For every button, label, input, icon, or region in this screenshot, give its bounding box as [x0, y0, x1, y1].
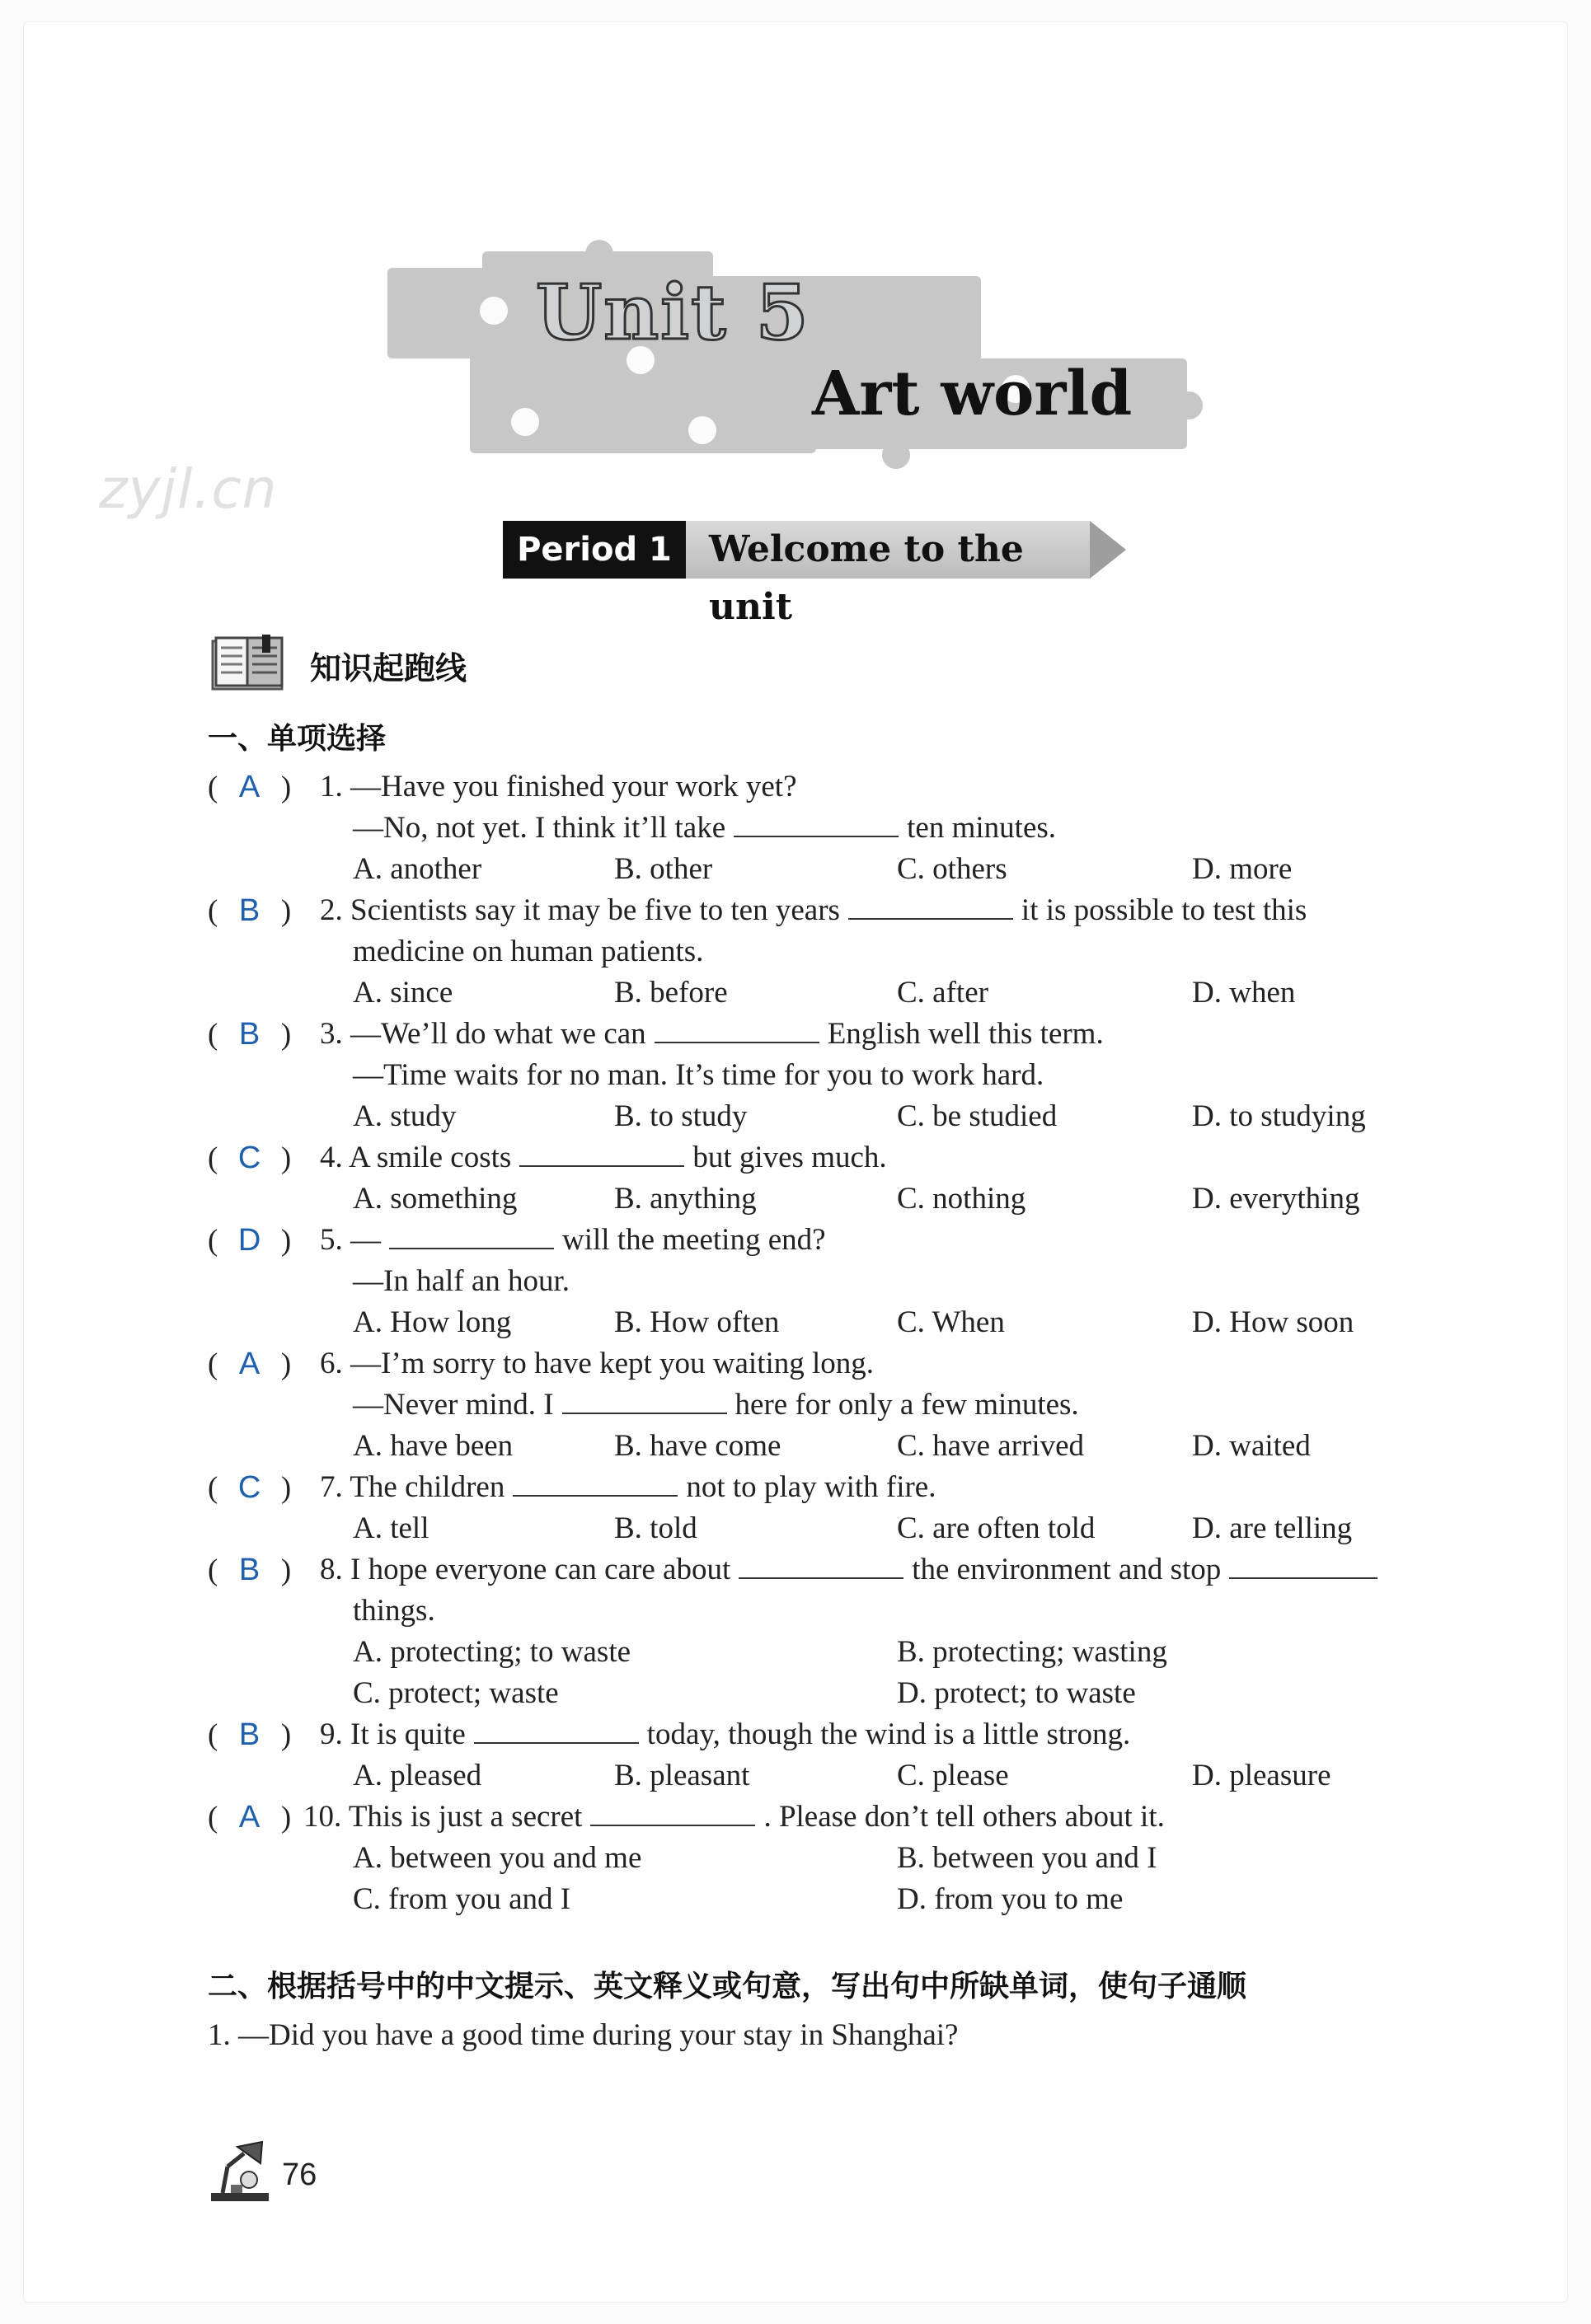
arrow-icon: [1090, 521, 1126, 579]
option-c: C. nothing: [897, 1182, 1026, 1216]
option-b: B. to study: [614, 1099, 748, 1133]
question-text: 5. — will the meeting end?: [320, 1223, 826, 1257]
option-a: A. pleased: [353, 1759, 482, 1792]
page-number: 76: [282, 2158, 317, 2192]
lamp-icon: [208, 2139, 274, 2205]
answer-mark: B: [238, 1717, 260, 1752]
answer-mark: A: [238, 770, 260, 804]
answer-mark: B: [238, 1017, 260, 1052]
answer-paren: ( A ): [208, 770, 292, 804]
answer-blank[interactable]: [734, 809, 899, 837]
option-d: D. are telling: [1192, 1511, 1353, 1545]
answer-paren: ( C ): [208, 1470, 292, 1505]
option-b: B. pleasant: [614, 1759, 750, 1792]
option-b: B. before: [614, 976, 728, 1010]
answer-blank[interactable]: [474, 1716, 639, 1744]
option-a: A. between you and me: [353, 1841, 642, 1875]
question-text: medicine on human patients.: [353, 935, 704, 968]
question-text: 1. —Have you finished your work yet?: [320, 770, 797, 804]
part2-question-1: 1. —Did you have a good time during your stay in Shanghai?: [208, 2018, 959, 2052]
option-d: D. when: [1192, 976, 1296, 1010]
option-b: B. How often: [614, 1305, 780, 1339]
option-a: A. study: [353, 1099, 457, 1133]
option-c: C. be studied: [897, 1099, 1058, 1133]
option-b: B. between you and I: [897, 1841, 1157, 1875]
option-d: D. everything: [1192, 1182, 1360, 1216]
answer-mark: A: [238, 1800, 260, 1834]
answer-paren: ( D ): [208, 1223, 292, 1258]
part1-heading: 一、单项选择: [208, 722, 387, 756]
option-a: A. protecting; to waste: [353, 1635, 631, 1669]
question-text: things.: [353, 1594, 435, 1628]
section-title: 知识起跑线: [310, 650, 467, 686]
question-text: 4. A smile costs but gives much.: [320, 1141, 887, 1174]
option-c: C. protect; waste: [353, 1676, 559, 1710]
watermark: zyjl.cn: [99, 457, 278, 521]
option-a: A. since: [353, 976, 453, 1010]
option-d: D. more: [1192, 852, 1293, 886]
period-label: Period 1: [503, 521, 686, 579]
period-title: Welcome to the unit: [686, 521, 1090, 579]
option-b: B. other: [614, 852, 713, 886]
option-b: B. anything: [614, 1182, 757, 1216]
option-a: A. have been: [353, 1429, 514, 1463]
answer-mark: A: [238, 1347, 260, 1381]
option-c: C. When: [897, 1305, 1005, 1339]
answer-blank[interactable]: [389, 1221, 554, 1249]
question-text: 2. Scientists say it may be five to ten years it is possible to test this: [320, 893, 1307, 927]
answer-mark: B: [238, 1553, 260, 1587]
option-a: A. How long: [353, 1305, 512, 1339]
answer-blank[interactable]: [513, 1469, 678, 1497]
answer-blank[interactable]: [1229, 1551, 1377, 1579]
option-b: B. told: [614, 1511, 697, 1545]
option-b: B. have come: [614, 1429, 781, 1463]
answer-mark: D: [237, 1223, 261, 1258]
answer-blank[interactable]: [590, 1798, 755, 1826]
question-text: 8. I hope everyone can care about the environment and stop: [320, 1549, 1386, 1591]
answer-blank[interactable]: [848, 892, 1013, 920]
option-d: D. How soon: [1192, 1305, 1354, 1339]
option-d: D. waited: [1192, 1429, 1311, 1463]
answer-paren: ( A ): [208, 1347, 292, 1381]
answer-paren: ( C ): [208, 1141, 292, 1175]
answer-paren: ( B ): [208, 1553, 292, 1587]
question-text: —Time waits for no man. It’s time for you to work hard.: [353, 1058, 1044, 1092]
option-b: B. protecting; wasting: [897, 1635, 1167, 1669]
question-text: —Never mind. I here for only a few minutes.: [353, 1388, 1079, 1422]
question-text: —In half an hour.: [353, 1264, 570, 1298]
option-a: A. tell: [353, 1511, 429, 1545]
answer-mark: C: [237, 1141, 261, 1175]
option-c: C. after: [897, 976, 988, 1010]
answer-mark: C: [237, 1470, 261, 1505]
unit-subtitle: Art world: [812, 358, 1133, 429]
answer-paren: ( B ): [208, 1717, 292, 1752]
option-d: D. to studying: [1192, 1099, 1366, 1133]
option-c: C. others: [897, 852, 1007, 886]
period-bar: [503, 521, 1129, 628]
answer-blank[interactable]: [655, 1015, 819, 1043]
option-c: C. are often told: [897, 1511, 1096, 1545]
book-icon: [211, 635, 287, 692]
option-d: D. from you to me: [897, 1882, 1124, 1916]
answer-mark: B: [238, 893, 260, 928]
answer-blank[interactable]: [562, 1386, 727, 1414]
question-text: 7. The children not to play with fire.: [320, 1470, 936, 1504]
unit-title: Unit 5: [536, 268, 810, 357]
question-text: 6. —I’m sorry to have kept you waiting long.: [320, 1347, 875, 1380]
answer-paren: ( B ): [208, 1017, 292, 1052]
option-c: C. from you and I: [353, 1882, 571, 1916]
option-d: D. protect; to waste: [897, 1676, 1136, 1710]
question-text: 3. —We’ll do what we can English well this term.: [320, 1017, 1104, 1051]
option-a: A. another: [353, 852, 482, 886]
answer-paren: ( B ): [208, 893, 292, 928]
option-a: A. something: [353, 1182, 518, 1216]
answer-paren: ( A ): [208, 1800, 292, 1834]
question-text: —No, not yet. I think it’ll take ten minutes.: [353, 811, 1057, 845]
answer-blank[interactable]: [739, 1551, 903, 1579]
option-c: C. have arrived: [897, 1429, 1085, 1463]
question-text: 10. This is just a secret . Please don’t tell others about it.: [303, 1800, 1165, 1834]
question-text: 9. It is quite today, though the wind is a little strong.: [320, 1717, 1131, 1751]
part2-heading: 二、根据括号中的中文提示、英文释义或句意，写出句中所缺单词，使句子通顺: [208, 1970, 1247, 2003]
option-d: D. pleasure: [1192, 1759, 1331, 1792]
answer-blank[interactable]: [519, 1139, 684, 1167]
option-c: C. please: [897, 1759, 1009, 1792]
